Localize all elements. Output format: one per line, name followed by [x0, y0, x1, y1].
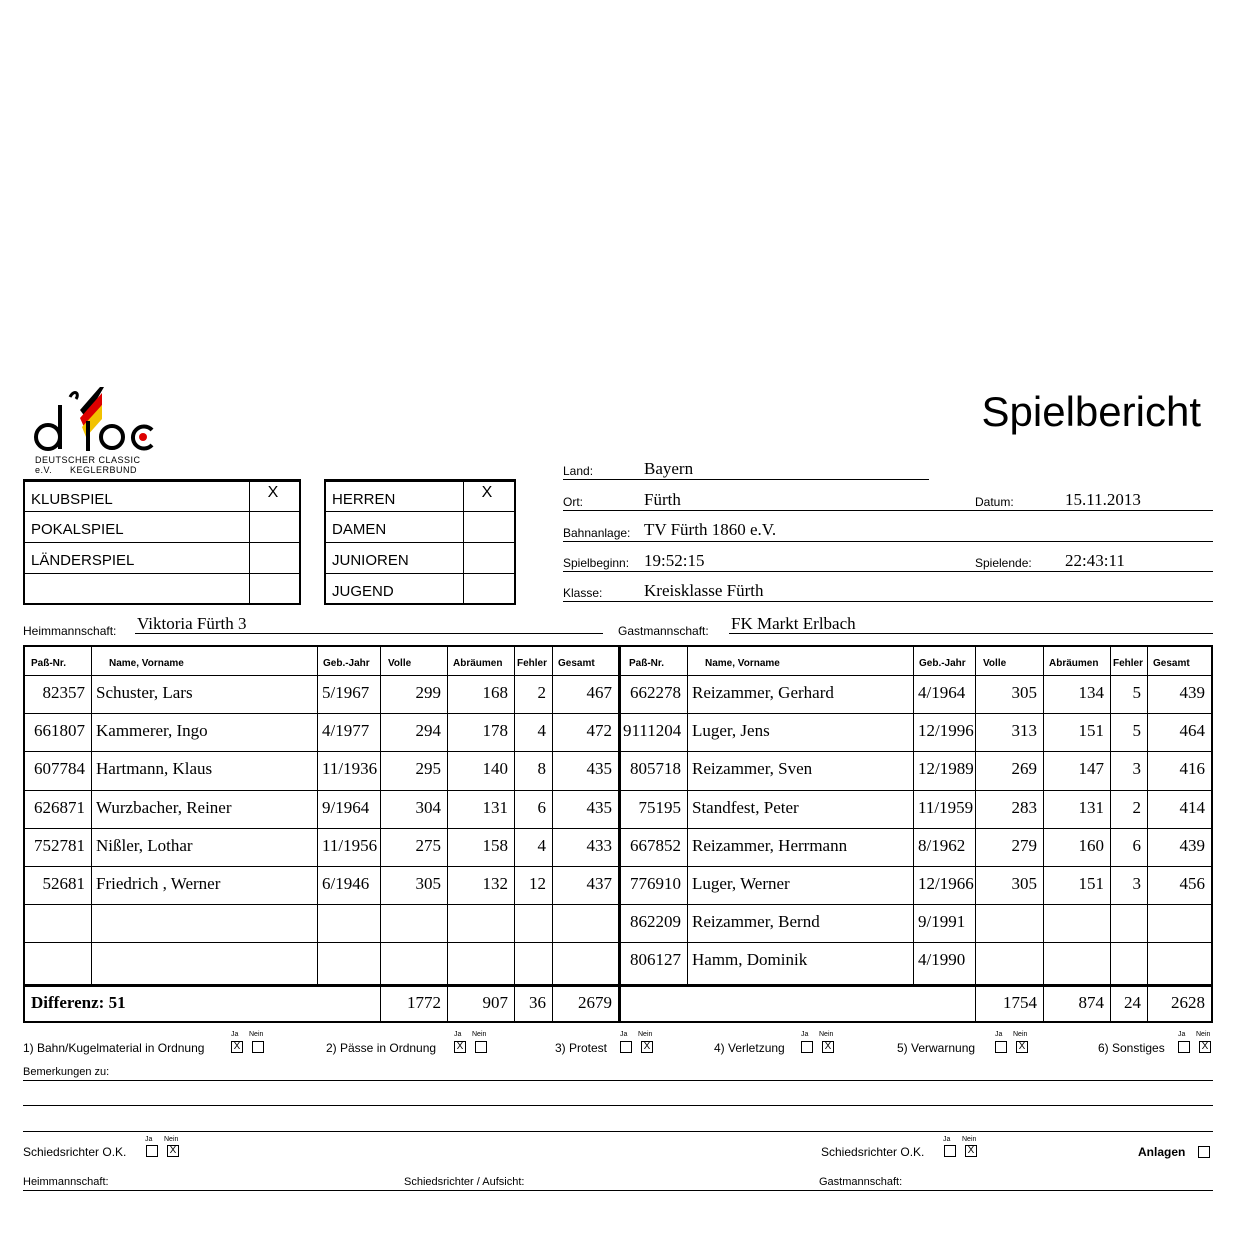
nein-checkbox[interactable]: X — [641, 1041, 653, 1053]
table-cell[interactable]: 467 — [586, 683, 612, 702]
table-cell[interactable]: 776910 — [630, 874, 681, 893]
table-cell[interactable]: 140 — [482, 759, 508, 779]
table-cell[interactable]: Reizammer, Gerhard — [692, 683, 834, 702]
nein-checkbox[interactable]: X — [1016, 1041, 1028, 1053]
guest-team-value[interactable]: FK Markt Erlbach — [731, 614, 856, 633]
table-cell[interactable]: 752781 — [34, 835, 85, 855]
guest-team-label: Gastmannschaft: — [618, 624, 709, 638]
table-cell[interactable]: 472 — [586, 721, 612, 741]
klasse-value[interactable]: Kreisklasse Fürth — [644, 581, 764, 600]
guest-total-cell: 1754 — [1003, 993, 1037, 1012]
schiri-left-ja-checkbox[interactable] — [146, 1145, 158, 1157]
home-total-cell: 1772 — [407, 993, 441, 1012]
schiri-left-nein-checkbox[interactable]: X — [167, 1145, 179, 1157]
ja-label: Ja — [145, 1136, 153, 1143]
table-cell[interactable]: 4/1990 — [918, 950, 966, 970]
table-cell[interactable]: 313 — [1011, 721, 1037, 741]
table-cell[interactable]: 12/1996 — [918, 721, 974, 741]
home-total-cell: 907 — [482, 993, 508, 1012]
table-cell[interactable]: 275 — [415, 835, 441, 855]
ja-checkbox[interactable] — [801, 1041, 813, 1053]
table-cell[interactable]: Friedrich , Werner — [96, 874, 221, 893]
klasse-label: Klasse: — [563, 586, 603, 600]
table-cell[interactable]: 6 — [1132, 835, 1141, 855]
nein-label: Nein — [249, 1031, 264, 1038]
table-cell[interactable]: 294 — [415, 721, 441, 741]
category-row[interactable]: DAMEN — [326, 511, 514, 542]
column-header: Volle — [983, 658, 1007, 669]
bahnanlage-label: Bahnanlage: — [563, 526, 631, 540]
category-row[interactable]: HERREN X — [326, 481, 514, 512]
spielbeginn-value[interactable]: 19:52:15 — [644, 551, 705, 570]
column-header: Name, Vorname — [109, 658, 184, 669]
table-cell[interactable]: 439 — [1179, 683, 1205, 702]
table-cell[interactable]: 178 — [482, 721, 508, 741]
column-header: Abräumen — [453, 658, 503, 669]
table-cell[interactable]: 279 — [1011, 835, 1037, 855]
nein-label: Nein — [638, 1031, 653, 1038]
table-cell[interactable]: 305 — [1011, 683, 1037, 702]
table-cell[interactable]: 9/1991 — [918, 912, 966, 932]
table-cell[interactable]: 5 — [1132, 683, 1141, 702]
ja-label: Ja — [231, 1031, 239, 1038]
table-cell[interactable]: 299 — [415, 683, 441, 702]
table-cell[interactable]: 168 — [482, 683, 508, 702]
table-cell[interactable]: Schuster, Lars — [96, 683, 193, 702]
table-cell[interactable]: 151 — [1078, 874, 1104, 893]
table-cell[interactable]: 416 — [1179, 759, 1205, 779]
check-item-label: 5) Verwarnung — [897, 1041, 976, 1055]
table-cell[interactable]: 82357 — [42, 683, 85, 702]
table-cell[interactable]: 9/1964 — [322, 797, 370, 817]
table-cell[interactable]: 661807 — [34, 721, 85, 741]
table-cell[interactable]: 8/1962 — [918, 835, 966, 855]
schiri-right-ja-checkbox[interactable] — [944, 1145, 956, 1157]
grid-line — [687, 647, 688, 984]
table-cell[interactable]: 4 — [537, 721, 546, 741]
check-item-label: 4) Verletzung — [714, 1041, 785, 1055]
table-cell[interactable]: 626871 — [34, 797, 85, 817]
table-cell[interactable]: 607784 — [34, 759, 85, 779]
guest-total-cell: 874 — [1078, 993, 1104, 1012]
logo-graphic — [30, 385, 160, 455]
land-label: Land: — [563, 464, 594, 478]
grid-line — [618, 647, 621, 1021]
grid-line — [25, 942, 1211, 943]
ja-label: Ja — [943, 1136, 951, 1143]
table-cell[interactable]: 295 — [415, 759, 441, 779]
grid-line — [913, 647, 914, 984]
signature-home-label: Heimmannschaft: — [23, 1176, 109, 1188]
game-type-box — [23, 479, 301, 605]
nein-checkbox[interactable]: X — [822, 1041, 834, 1053]
nein-label: Nein — [1196, 1031, 1211, 1038]
grid-line — [91, 647, 92, 984]
table-cell[interactable]: 12/1989 — [918, 759, 974, 779]
logo-line1: DEUTSCHER CLASSIC e.V. — [35, 455, 141, 475]
game-type-row[interactable]: LÄNDERSPIEL — [25, 542, 299, 573]
ja-label: Ja — [995, 1031, 1003, 1038]
grid-line — [25, 866, 1211, 867]
table-cell[interactable]: Wurzbacher, Reiner — [96, 797, 232, 817]
table-cell[interactable]: 305 — [1011, 874, 1037, 893]
table-cell[interactable]: 2 — [537, 683, 546, 702]
table-cell[interactable]: 4/1964 — [918, 683, 966, 702]
ja-checkbox[interactable]: X — [231, 1041, 243, 1053]
table-cell[interactable]: 806127 — [630, 950, 681, 970]
table-cell[interactable]: 12/1966 — [918, 874, 974, 893]
table-cell[interactable]: 433 — [586, 835, 612, 855]
grid-line — [25, 751, 1211, 752]
table-cell[interactable]: 435 — [586, 759, 612, 779]
nein-label: Nein — [819, 1031, 834, 1038]
table-cell[interactable]: 11/1959 — [918, 797, 974, 817]
table-cell[interactable]: 11/1956 — [322, 835, 378, 855]
game-type-row[interactable]: POKALSPIEL — [25, 511, 299, 542]
anlagen-checkbox[interactable] — [1198, 1146, 1210, 1158]
grid-line — [317, 647, 318, 984]
signature-guest-label: Gastmannschaft: — [819, 1176, 903, 1188]
table-cell[interactable]: 435 — [586, 797, 612, 817]
signature-referee-label: Schiedsrichter / Aufsicht: — [404, 1176, 525, 1188]
column-header: Volle — [388, 658, 412, 669]
home-total-cell: 2679 — [578, 993, 612, 1012]
table-cell[interactable]: 464 — [1179, 721, 1205, 741]
table-cell[interactable]: 862209 — [630, 912, 681, 932]
table-cell[interactable]: 132 — [482, 874, 508, 893]
home-total-cell: 36 — [529, 993, 546, 1012]
ja-checkbox[interactable] — [1178, 1041, 1190, 1053]
guest-total-cell: 24 — [1124, 993, 1141, 1012]
nein-label: Nein — [472, 1031, 487, 1038]
logo-line2: KEGLERBUND — [70, 465, 138, 475]
table-cell[interactable]: 439 — [1179, 835, 1205, 855]
table-cell[interactable]: Kammerer, Ingo — [96, 721, 208, 741]
table-cell[interactable]: 9111204 — [623, 721, 682, 741]
bahnanlage-value[interactable]: TV Fürth 1860 e.V. — [644, 520, 777, 539]
category-row[interactable]: JUGEND — [326, 573, 514, 604]
ja-checkbox[interactable] — [620, 1041, 632, 1053]
home-team-value[interactable]: Viktoria Fürth 3 — [137, 614, 247, 633]
nein-label: Nein — [962, 1136, 977, 1143]
table-cell[interactable]: Luger, Jens — [692, 721, 770, 741]
table-cell[interactable]: 52681 — [42, 874, 85, 893]
table-cell[interactable]: 6 — [537, 797, 546, 817]
table-cell[interactable]: Nißler, Lothar — [96, 835, 193, 855]
nein-label: Nein — [164, 1136, 179, 1143]
table-cell[interactable]: 805718 — [630, 759, 681, 779]
table-cell[interactable]: 12 — [529, 874, 546, 893]
grid-line — [25, 904, 1211, 905]
table-cell[interactable]: Hartmann, Klaus — [96, 759, 213, 779]
schiri-right-nein-checkbox[interactable]: X — [965, 1145, 977, 1157]
table-cell[interactable]: 131 — [1078, 797, 1104, 817]
differenz-value: Differenz: 51 — [31, 993, 126, 1012]
check-item-label: 2) Pässe in Ordnung — [326, 1041, 437, 1055]
check-item-label: 6) Sonstiges — [1098, 1041, 1165, 1055]
page-title: Spielbericht — [981, 388, 1201, 435]
schiri-ok-label-right: Schiedsrichter O.K. — [821, 1145, 925, 1159]
spielende-value[interactable]: 22:43:11 — [1065, 551, 1125, 570]
nein-checkbox[interactable] — [252, 1041, 264, 1053]
table-cell[interactable]: 305 — [415, 874, 441, 893]
table-cell[interactable]: 304 — [415, 797, 441, 817]
column-header: Gesamt — [558, 658, 595, 669]
table-cell[interactable]: 283 — [1011, 797, 1037, 817]
table-cell[interactable]: Standfest, Peter — [692, 797, 799, 817]
table-cell[interactable]: 3 — [1132, 759, 1141, 779]
score-table — [23, 645, 1213, 1023]
table-cell[interactable]: 4 — [537, 835, 546, 855]
ort-label: Ort: — [563, 495, 583, 509]
home-team-label: Heimmannschaft: — [23, 624, 117, 638]
column-header: Geb.-Jahr — [919, 658, 966, 669]
table-cell[interactable]: 414 — [1179, 797, 1205, 817]
ja-label: Ja — [801, 1031, 809, 1038]
table-cell[interactable]: 5/1967 — [322, 683, 370, 702]
table-cell[interactable]: Hamm, Dominik — [692, 950, 808, 970]
table-cell[interactable]: 134 — [1078, 683, 1104, 702]
table-cell[interactable]: 131 — [482, 797, 508, 817]
spielende-label: Spielende: — [975, 556, 1032, 570]
checks-row — [0, 1030, 1239, 1060]
land-value[interactable]: Bayern — [644, 459, 694, 478]
datum-value[interactable]: 15.11.2013 — [1065, 490, 1141, 509]
table-cell[interactable]: 456 — [1179, 874, 1205, 893]
table-cell[interactable]: 662278 — [630, 683, 681, 702]
table-cell[interactable]: 4/1977 — [322, 721, 370, 741]
column-header: Gesamt — [1153, 658, 1190, 669]
column-header: Fehler — [1113, 658, 1144, 669]
table-cell[interactable]: 269 — [1011, 759, 1037, 779]
table-cell[interactable]: Reizammer, Herrmann — [692, 835, 848, 855]
ja-label: Ja — [454, 1031, 462, 1038]
ort-value[interactable]: Fürth — [644, 490, 681, 509]
dkbc-logo — [30, 385, 160, 477]
grid-line — [25, 790, 1211, 791]
column-header: Paß-Nr. — [31, 658, 67, 669]
column-header: Name, Vorname — [705, 658, 780, 669]
table-cell[interactable]: 147 — [1078, 759, 1104, 779]
table-cell[interactable]: 11/1936 — [322, 759, 378, 779]
grid-line — [25, 828, 1211, 829]
grid-line — [25, 675, 1211, 676]
game-type-row[interactable]: KLUBSPIEL X — [25, 481, 299, 512]
nein-checkbox[interactable] — [475, 1041, 487, 1053]
table-cell[interactable]: 5 — [1132, 721, 1141, 741]
table-cell[interactable]: 3 — [1132, 874, 1141, 893]
guest-total-cell: 2628 — [1171, 993, 1205, 1012]
check-item-label: 3) Protest — [555, 1041, 608, 1055]
grid-line — [25, 713, 1211, 714]
table-cell[interactable]: Luger, Werner — [692, 874, 790, 893]
ja-label: Ja — [620, 1031, 628, 1038]
column-header: Abräumen — [1049, 658, 1099, 669]
ja-checkbox[interactable]: X — [454, 1041, 466, 1053]
schiri-ok-label-left: Schiedsrichter O.K. — [23, 1145, 127, 1159]
column-header: Paß-Nr. — [629, 658, 665, 669]
column-header: Geb.-Jahr — [323, 658, 370, 669]
spielbeginn-label: Spielbeginn: — [563, 556, 630, 570]
category-box — [324, 479, 516, 605]
anlagen-label: Anlagen — [1138, 1145, 1186, 1159]
table-cell[interactable]: 151 — [1078, 721, 1104, 741]
column-header: Fehler — [517, 658, 548, 669]
table-cell[interactable]: 75195 — [638, 797, 681, 817]
grid-line — [25, 984, 1211, 987]
table-cell[interactable]: 8 — [537, 759, 546, 779]
table-cell[interactable]: 158 — [482, 835, 508, 855]
bemerkungen-label: Bemerkungen zu: — [23, 1066, 110, 1078]
datum-label: Datum: — [975, 495, 1014, 509]
table-cell[interactable]: 667852 — [630, 835, 681, 855]
table-cell[interactable]: 2 — [1132, 797, 1141, 817]
ja-checkbox[interactable] — [995, 1041, 1007, 1053]
table-cell[interactable]: Reizammer, Sven — [692, 759, 813, 779]
check-item-label: 1) Bahn/Kugelmaterial in Ordnung — [23, 1041, 205, 1055]
table-cell[interactable]: Reizammer, Bernd — [692, 912, 820, 932]
nein-checkbox[interactable]: X — [1199, 1041, 1211, 1053]
nein-label: Nein — [1013, 1031, 1028, 1038]
ja-label: Ja — [1178, 1031, 1186, 1038]
table-cell[interactable]: 6/1946 — [322, 874, 370, 893]
game-type-row[interactable] — [25, 573, 299, 604]
category-row[interactable]: JUNIOREN — [326, 542, 514, 573]
table-cell[interactable]: 437 — [586, 874, 612, 893]
table-cell[interactable]: 160 — [1078, 835, 1104, 855]
